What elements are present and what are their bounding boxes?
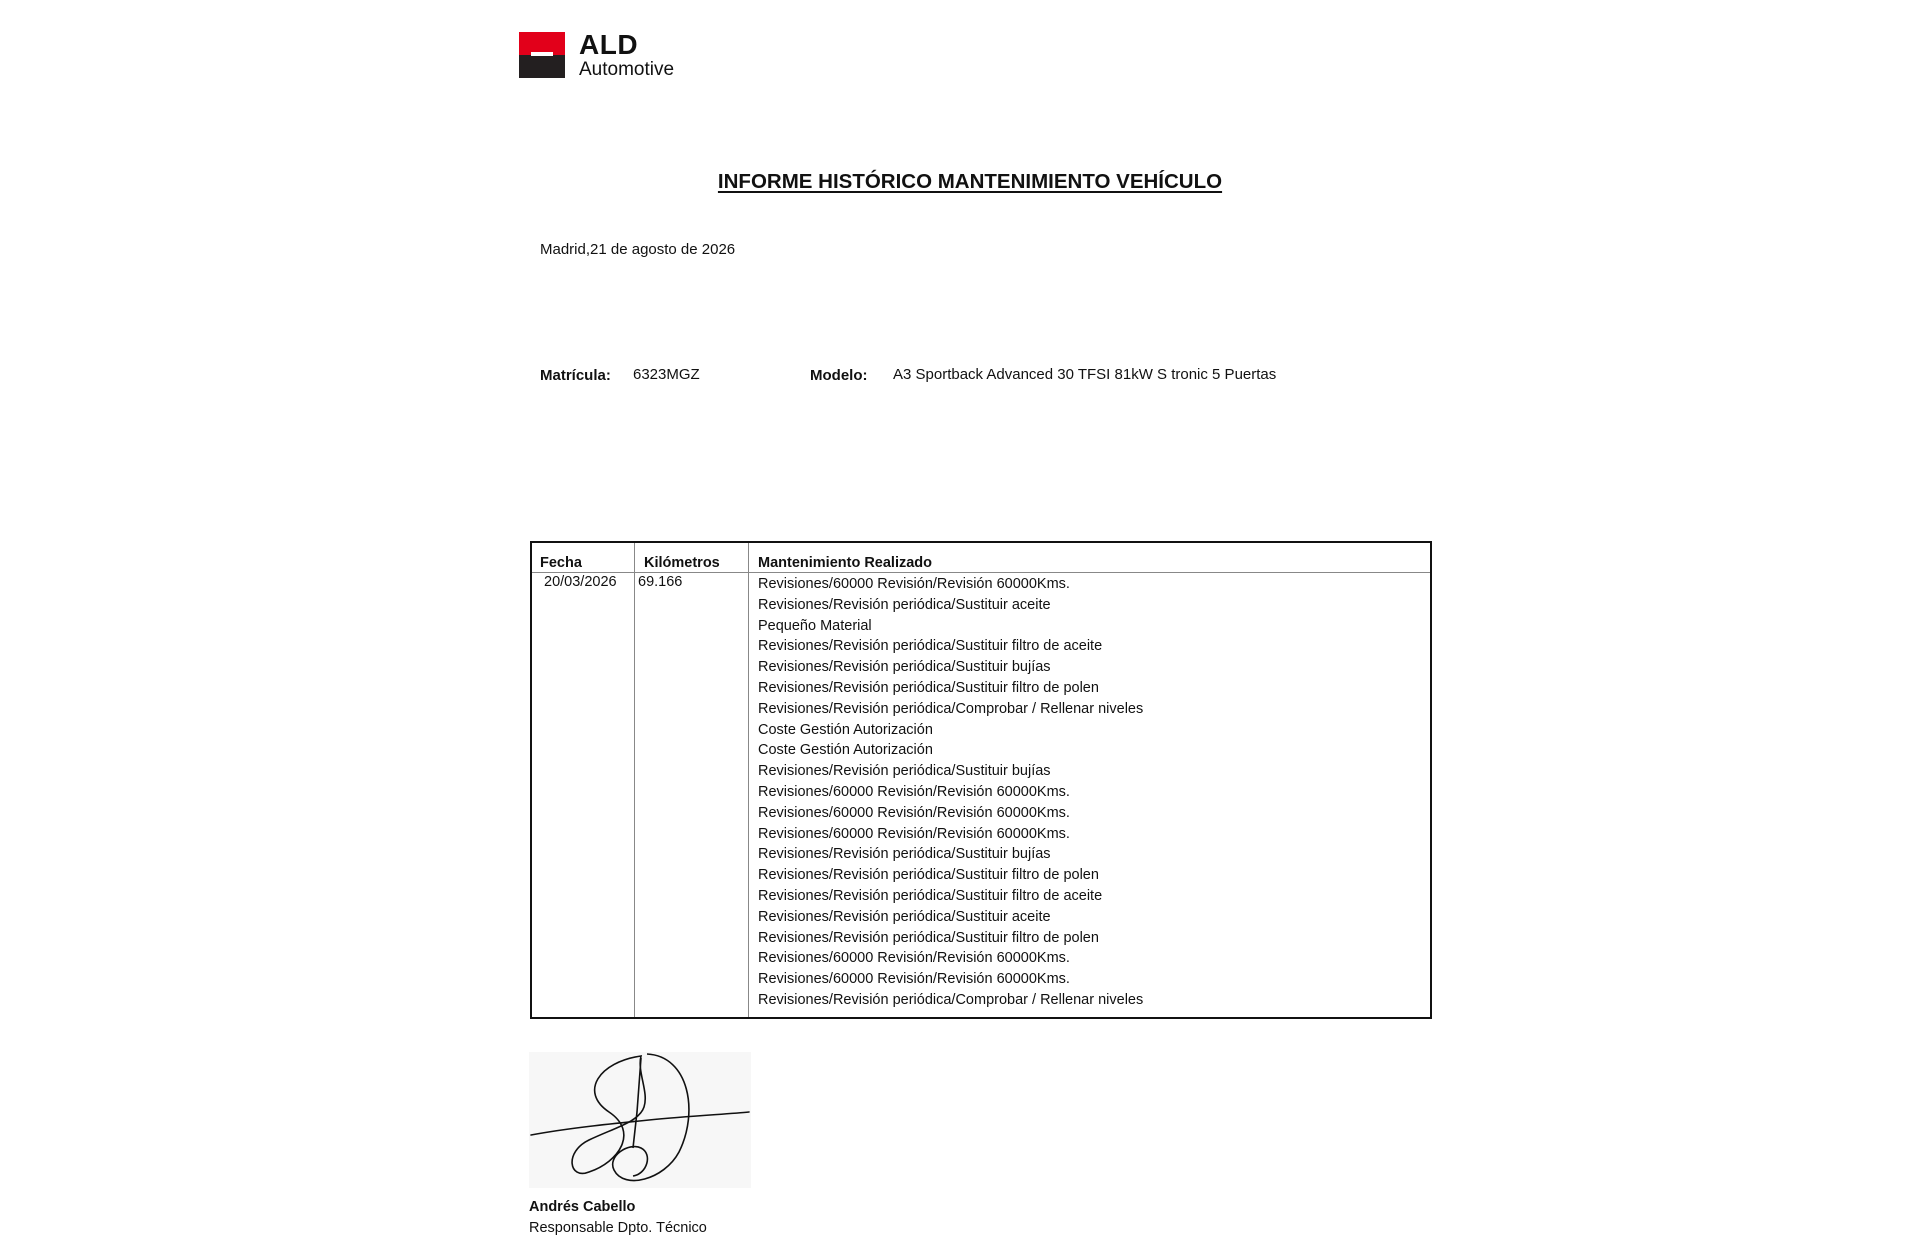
maintenance-item: Revisiones/Revisión periódica/Sustituir filtro de aceite xyxy=(758,887,1103,904)
ald-logo-icon xyxy=(519,32,565,78)
document-date: Madrid,21 de agosto de 2026 xyxy=(540,241,736,258)
maintenance-item: Revisiones/Revisión periódica/Sustituir bujías xyxy=(758,763,1051,780)
header-divider xyxy=(635,572,748,573)
maintenance-item: Revisiones/Revisión periódica/Sustituir filtro de polen xyxy=(758,679,1099,696)
maintenance-item: Revisiones/60000 Revisión/Revisión 60000Kms. xyxy=(758,950,1070,967)
model-value: A3 Sportback Advanced 30 TFSI 81kW S tronic 5 Puertas xyxy=(893,366,1277,383)
maintenance-item: Coste Gestión Autorización xyxy=(758,742,933,759)
signature-icon xyxy=(529,1052,751,1188)
maintenance-item: Revisiones/Revisión periódica/Sustituir filtro de polen xyxy=(758,929,1099,946)
plate-label: Matrícula: xyxy=(540,367,611,384)
maintenance-item: Revisiones/Revisión periódica/Sustituir aceite xyxy=(758,596,1051,613)
maintenance-table xyxy=(530,541,1432,1019)
maintenance-item: Revisiones/60000 Revisión/Revisión 60000Kms. xyxy=(758,783,1070,800)
maintenance-item: Revisiones/Revisión periódica/Comprobar / Rellenar niveles xyxy=(758,991,1144,1008)
maintenance-item: Revisiones/Revisión periódica/Sustituir bujías xyxy=(758,846,1051,863)
logo-brand-subname: Automotive xyxy=(579,59,675,80)
header-fecha: Fecha xyxy=(540,555,582,571)
maintenance-item: Revisiones/60000 Revisión/Revisión 60000Kms. xyxy=(758,971,1070,988)
maintenance-items-list xyxy=(758,574,1143,1011)
maintenance-item: Coste Gestión Autorización xyxy=(758,721,933,738)
maintenance-item: Revisiones/Revisión periódica/Sustituir bujías xyxy=(758,659,1051,676)
maintenance-item: Revisiones/60000 Revisión/Revisión 60000Kms. xyxy=(758,804,1070,821)
header-divider xyxy=(532,572,634,573)
row-km: 69.166 xyxy=(638,574,683,590)
signer-role: Responsable Dpto. Técnico xyxy=(529,1220,707,1236)
logo-white-bar xyxy=(531,52,553,56)
logo-brand-name: ALD xyxy=(579,29,639,60)
header-divider xyxy=(749,572,1430,573)
company-logo xyxy=(519,31,674,79)
maintenance-item: Revisiones/60000 Revisión/Revisión 60000Kms. xyxy=(758,576,1070,592)
column-divider xyxy=(748,543,749,1017)
plate-value: 6323MGZ xyxy=(633,366,700,383)
maintenance-item: Revisiones/Revisión periódica/Comprobar / Rellenar niveles xyxy=(758,700,1144,717)
signature-drawing xyxy=(529,1052,751,1188)
column-divider xyxy=(634,543,635,1017)
logo-dark-block xyxy=(519,55,565,78)
row-date: 20/03/2026 xyxy=(544,574,617,590)
maintenance-item: Pequeño Material xyxy=(758,617,872,634)
maintenance-item: Revisiones/Revisión periódica/Sustituir filtro de aceite xyxy=(758,638,1103,655)
signer-name: Andrés Cabello xyxy=(529,1199,636,1215)
document-title: INFORME HISTÓRICO MANTENIMIENTO VEHÍCULO xyxy=(717,170,1223,193)
header-mantenimiento: Mantenimiento Realizado xyxy=(758,555,933,571)
maintenance-item: Revisiones/Revisión periódica/Sustituir aceite xyxy=(758,908,1051,925)
maintenance-item: Revisiones/60000 Revisión/Revisión 60000Kms. xyxy=(758,825,1070,842)
model-label: Modelo: xyxy=(810,367,868,384)
maintenance-item: Revisiones/Revisión periódica/Sustituir filtro de polen xyxy=(758,867,1099,884)
header-kilometros: Kilómetros xyxy=(644,555,720,571)
